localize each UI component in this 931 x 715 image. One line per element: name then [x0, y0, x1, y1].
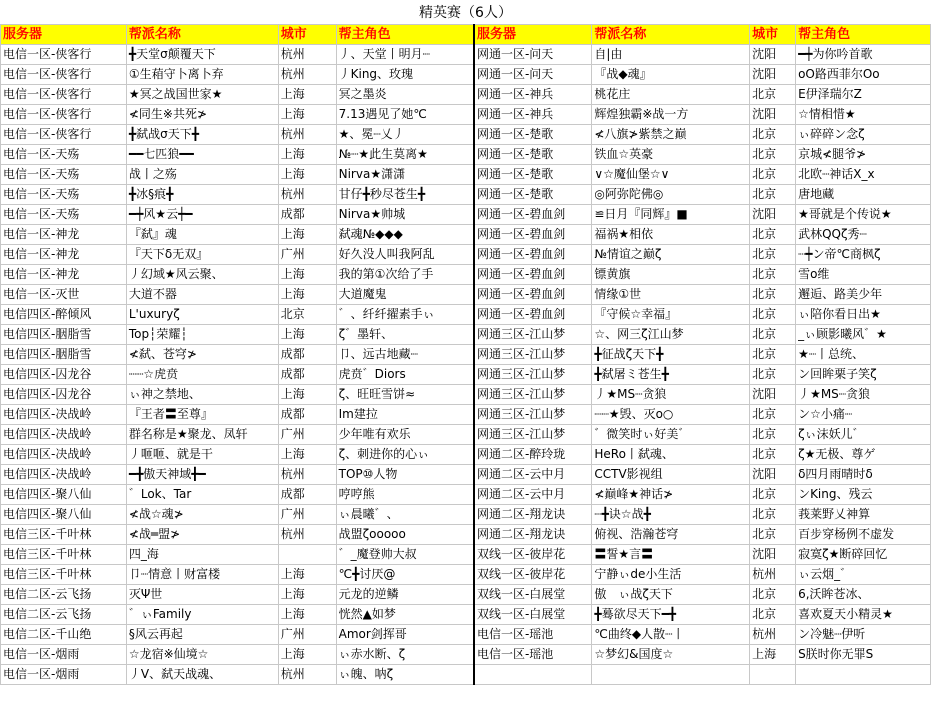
cell-city[interactable]: 杭州 — [278, 65, 336, 85]
cell-city[interactable]: 北京 — [750, 145, 796, 165]
cell-guild-name[interactable]: ◎阿弥陀佛◎ — [592, 185, 750, 205]
cell-server[interactable]: 网通一区-神兵 — [474, 105, 592, 125]
cell-leader[interactable]: 虎贲゛Diors — [336, 365, 474, 385]
cell-guild-name[interactable]: ゛ぃFamily — [126, 605, 278, 625]
cell-leader[interactable]: ぃ陪你看日出★ — [796, 305, 931, 325]
cell-city[interactable]: 上海 — [278, 645, 336, 665]
cell-leader[interactable]: 元龙的逆鳞 — [336, 585, 474, 605]
cell-server[interactable]: 网通二区-云中月 — [474, 485, 592, 505]
cell-city[interactable]: 上海 — [278, 445, 336, 465]
cell-server[interactable]: 电信四区-囚龙谷 — [1, 365, 127, 385]
cell-leader[interactable]: 少年唯有欢乐 — [336, 425, 474, 445]
cell-server[interactable]: 网通一区-碧血剑 — [474, 245, 592, 265]
cell-guild-name[interactable]: ≮战═盟≯ — [126, 525, 278, 545]
cell-leader[interactable]: Nirva★潇潇 — [336, 165, 474, 185]
cell-city[interactable]: 上海 — [278, 385, 336, 405]
cell-guild-name[interactable] — [592, 665, 750, 685]
cell-server[interactable]: 电信一区-天殇 — [1, 145, 127, 165]
cell-leader[interactable]: 卩、远古地藏┈ — [336, 345, 474, 365]
table-row — [1, 305, 931, 325]
cell-city[interactable]: 北京 — [750, 305, 796, 325]
cell-leader[interactable]: 武林QQζ秀┈ — [796, 225, 931, 245]
cell-guild-name[interactable]: ━━七匹狼━━ — [126, 145, 278, 165]
cell-guild-name[interactable]: ≮巅峰★神话≯ — [592, 485, 750, 505]
cell-leader[interactable]: E伊泽瑞尔Z — [796, 85, 931, 105]
cell-guild-name[interactable]: ┈╋诀☆战╋ — [592, 505, 750, 525]
cell-leader[interactable]: ぃ碎碎ン念ζ — [796, 125, 931, 145]
cell-leader[interactable]: ン冷魅┈伊听 — [796, 625, 931, 645]
table-row — [1, 605, 931, 625]
cell-guild-name[interactable]: ∨☆魔仙堡☆∨ — [592, 165, 750, 185]
cell-server[interactable]: 电信四区-胭脂雪 — [1, 325, 127, 345]
cell-leader[interactable]: 丿、天堂丨明月┈ — [336, 45, 474, 65]
cell-guild-name[interactable]: ぃ神之禁地、 — [126, 385, 278, 405]
cell-server[interactable]: 网通三区-江山梦 — [474, 345, 592, 365]
cell-server[interactable]: 网通一区-碧血剑 — [474, 205, 592, 225]
header-server[interactable]: 服务器 — [1, 25, 127, 45]
cell-city[interactable]: 成都 — [278, 405, 336, 425]
cell-city[interactable]: 广州 — [278, 245, 336, 265]
table-row — [1, 405, 931, 425]
cell-city[interactable]: 成都 — [278, 205, 336, 225]
cell-leader[interactable]: 大道魔鬼 — [336, 285, 474, 305]
cell-server[interactable]: 电信四区-聚八仙 — [1, 505, 127, 525]
cell-leader[interactable]: 战盟ζooooo — [336, 525, 474, 545]
table-row — [1, 445, 931, 465]
cell-city[interactable]: 广州 — [278, 505, 336, 525]
cell-leader[interactable]: 6,沃眸苍冰、 — [796, 585, 931, 605]
cell-guild-name[interactable]: ━┿风★云┿━ — [126, 205, 278, 225]
cell-guild-name[interactable]: 俯视、浩瀚苍穹 — [592, 525, 750, 545]
cell-server[interactable]: 电信四区-决战岭 — [1, 425, 127, 445]
table-row — [1, 125, 931, 145]
cell-server[interactable]: 电信一区-侠客行 — [1, 125, 127, 145]
cell-guild-name[interactable]: ╋蓦欲尽天下━╋ — [592, 605, 750, 625]
cell-leader[interactable]: 百步穿杨例不虚发 — [796, 525, 931, 545]
cell-server[interactable]: 电信一区-神龙 — [1, 265, 127, 285]
cell-guild-name[interactable]: 丿★MS┈贪狼 — [592, 385, 750, 405]
table-row — [1, 345, 931, 365]
cell-city[interactable]: 北京 — [750, 485, 796, 505]
table-row — [1, 45, 931, 65]
table-row — [1, 665, 931, 685]
cell-leader[interactable]: ★┈丨总统、 — [796, 345, 931, 365]
cell-server[interactable]: 网通一区-碧血剑 — [474, 305, 592, 325]
cell-city[interactable]: 杭州 — [278, 465, 336, 485]
cell-city[interactable]: 杭州 — [750, 625, 796, 645]
cell-city[interactable]: 沈阳 — [750, 65, 796, 85]
cell-guild-name[interactable]: 镖黄旗 — [592, 265, 750, 285]
cell-guild-name[interactable]: ≮八旗≯紫禁之巅 — [592, 125, 750, 145]
cell-guild-name[interactable]: ╋弑战σ天下╋ — [126, 125, 278, 145]
cell-city[interactable]: 沈阳 — [750, 105, 796, 125]
table-row — [1, 325, 931, 345]
cell-guild-name[interactable]: ①生葙守卜离卜弃 — [126, 65, 278, 85]
cell-server[interactable]: 网通三区-江山梦 — [474, 425, 592, 445]
cell-city[interactable]: 北京 — [750, 525, 796, 545]
cell-leader[interactable]: ぃ晨曦゛、 — [336, 505, 474, 525]
cell-leader[interactable]: ζぃ沫妖儿゛ — [796, 425, 931, 445]
table-row — [1, 145, 931, 165]
cell-server[interactable]: 电信一区-侠客行 — [1, 45, 127, 65]
cell-leader[interactable]: ζ★无极、尊ゲ — [796, 445, 931, 465]
cell-leader[interactable]: Amor剑挥哥 — [336, 625, 474, 645]
table-row — [1, 625, 931, 645]
cell-city[interactable]: 上海 — [750, 645, 796, 665]
cell-guild-name[interactable]: 辉煌独霸※战一方 — [592, 105, 750, 125]
cell-guild-name[interactable]: ≮弑、苍穹≯ — [126, 345, 278, 365]
table-row — [1, 525, 931, 545]
cell-leader[interactable]: 雪o维 — [796, 265, 931, 285]
cell-server[interactable]: 电信四区-胭脂雪 — [1, 345, 127, 365]
cell-city[interactable]: 沈阳 — [750, 545, 796, 565]
cell-city[interactable]: 北京 — [750, 505, 796, 525]
table-row — [1, 585, 931, 605]
table-row — [1, 385, 931, 405]
cell-guild-name[interactable]: L'uxuryζ — [126, 305, 278, 325]
cell-server[interactable]: 电信二区-云飞扬 — [1, 605, 127, 625]
cell-guild-name[interactable]: 情缘①世 — [592, 285, 750, 305]
cell-leader[interactable]: ★、冕┈乂丿 — [336, 125, 474, 145]
cell-guild-name[interactable]: 『弑』魂 — [126, 225, 278, 245]
table-row — [1, 545, 931, 565]
cell-server[interactable]: 电信三区-千叶林 — [1, 545, 127, 565]
cell-city[interactable]: 北京 — [750, 605, 796, 625]
cell-city[interactable]: 上海 — [278, 565, 336, 585]
cell-guild-name[interactable]: 『天下δ无双』 — [126, 245, 278, 265]
cell-server[interactable]: 电信三区-千叶林 — [1, 525, 127, 545]
cell-city[interactable]: 上海 — [278, 85, 336, 105]
cell-guild-name[interactable]: ☆、网三ζ江山梦 — [592, 325, 750, 345]
cell-server[interactable]: 网通一区-楚歌 — [474, 185, 592, 205]
table-row — [1, 365, 931, 385]
cell-city[interactable]: 沈阳 — [750, 45, 796, 65]
cell-server[interactable]: 网通三区-江山梦 — [474, 325, 592, 345]
cell-server[interactable]: 电信一区-瑶池 — [474, 645, 592, 665]
table-row — [1, 85, 931, 105]
cell-guild-name[interactable]: 大道不器 — [126, 285, 278, 305]
cell-server[interactable]: 网通三区-江山梦 — [474, 385, 592, 405]
cell-leader[interactable]: 唐地藏 — [796, 185, 931, 205]
cell-leader[interactable]: ☆情相惜★ — [796, 105, 931, 125]
cell-city[interactable]: 北京 — [750, 325, 796, 345]
cell-city[interactable]: 上海 — [278, 145, 336, 165]
cell-city[interactable]: 杭州 — [278, 665, 336, 685]
cell-leader[interactable]: 北欧┈神话X_x — [796, 165, 931, 185]
cell-leader[interactable]: Nirva★帅城 — [336, 205, 474, 225]
cell-city[interactable]: 成都 — [278, 485, 336, 505]
cell-guild-name[interactable]: ╋征战ζ天下╋ — [592, 345, 750, 365]
cell-server[interactable]: 网通一区-楚歌 — [474, 125, 592, 145]
cell-leader[interactable]: 好久没人叫我阿乱 — [336, 245, 474, 265]
cell-guild-name[interactable]: 〓誓★言〓 — [592, 545, 750, 565]
table-row — [1, 245, 931, 265]
cell-server[interactable]: 电信四区-决战岭 — [1, 445, 127, 465]
table-row — [1, 505, 931, 525]
cell-server[interactable]: 电信一区-烟雨 — [1, 645, 127, 665]
cell-server[interactable]: 电信四区-囚龙谷 — [1, 385, 127, 405]
cell-city[interactable]: 北京 — [750, 165, 796, 185]
cell-guild-name[interactable]: 自|由 — [592, 45, 750, 65]
cell-server[interactable]: 网通一区-碧血剑 — [474, 265, 592, 285]
cell-server[interactable]: 电信一区-烟雨 — [1, 665, 127, 685]
cell-leader[interactable]: 我的第①次给了手 — [336, 265, 474, 285]
cell-server[interactable]: 双线一区-白展堂 — [474, 605, 592, 625]
cell-guild-name[interactable]: ゛Lok、Tar — [126, 485, 278, 505]
cell-city[interactable]: 上海 — [278, 265, 336, 285]
cell-leader[interactable]: 丿★MS┈贪狼 — [796, 385, 931, 405]
cell-city[interactable]: 成都 — [278, 365, 336, 385]
cell-server[interactable]: 网通一区-问天 — [474, 65, 592, 85]
cell-guild-name[interactable]: 铁血☆英豪 — [592, 145, 750, 165]
cell-guild-name[interactable]: 宁静ぃde小生活 — [592, 565, 750, 585]
table-row — [1, 425, 931, 445]
cell-server[interactable]: 电信一区-神龙 — [1, 225, 127, 245]
cell-city[interactable]: 上海 — [278, 165, 336, 185]
table-row — [1, 265, 931, 285]
cell-server[interactable]: 电信一区-侠客行 — [1, 65, 127, 85]
cell-city[interactable]: 北京 — [278, 305, 336, 325]
cell-city[interactable]: 北京 — [750, 445, 796, 465]
cell-leader[interactable]: 7.13遇见了她℃ — [336, 105, 474, 125]
cell-guild-name[interactable]: ━╋傲天神域╋━ — [126, 465, 278, 485]
cell-city[interactable]: 北京 — [750, 85, 796, 105]
header-server[interactable]: 服务器 — [474, 25, 592, 45]
cell-guild-name[interactable]: 丿幻域★风云聚、 — [126, 265, 278, 285]
table-row — [1, 185, 931, 205]
cell-server[interactable]: 电信四区-聚八仙 — [1, 485, 127, 505]
cell-server[interactable]: 双线一区-彼岸花 — [474, 565, 592, 585]
cell-leader[interactable]: 冥之墨炎 — [336, 85, 474, 105]
cell-leader[interactable]: ━┿为你吟首歌 — [796, 45, 931, 65]
table-row — [1, 205, 931, 225]
cell-leader[interactable]: 寂寞ζ★断碎回忆 — [796, 545, 931, 565]
cell-server[interactable]: 网通二区-云中月 — [474, 465, 592, 485]
table-row — [1, 105, 931, 125]
cell-city[interactable]: 沈阳 — [750, 205, 796, 225]
cell-guild-name[interactable]: 丿咂咂、就是干 — [126, 445, 278, 465]
cell-city[interactable]: 北京 — [750, 405, 796, 425]
cell-server[interactable] — [474, 665, 592, 685]
cell-server[interactable]: 电信一区-灭世 — [1, 285, 127, 305]
cell-city[interactable]: 北京 — [750, 125, 796, 145]
cell-leader[interactable]: _ぃ顾影曦风゛★ — [796, 325, 931, 345]
header-guild-name[interactable]: 帮派名称 — [592, 25, 750, 45]
cell-city[interactable]: 北京 — [750, 185, 796, 205]
cell-guild-name[interactable]: 群名称是★聚龙、凤轩 — [126, 425, 278, 445]
cell-city[interactable]: 北京 — [750, 365, 796, 385]
cell-server[interactable]: 电信一区-天殇 — [1, 205, 127, 225]
cell-leader[interactable]: 喜欢夏天小精灵★ — [796, 605, 931, 625]
cell-guild-name[interactable]: 福祸★相依 — [592, 225, 750, 245]
cell-server[interactable]: 网通二区-翔龙诀 — [474, 505, 592, 525]
cell-city[interactable] — [750, 665, 796, 685]
cell-city[interactable]: 北京 — [750, 265, 796, 285]
cell-server[interactable]: 电信一区-天殇 — [1, 165, 127, 185]
cell-server[interactable]: 双线一区-彼岸花 — [474, 545, 592, 565]
cell-server[interactable]: 网通一区-问天 — [474, 45, 592, 65]
cell-guild-name[interactable]: 灭Ψ世 — [126, 585, 278, 605]
cell-guild-name[interactable]: ≮战☆魂≯ — [126, 505, 278, 525]
cell-guild-name[interactable]: ╋天堂σ颠覆天下 — [126, 45, 278, 65]
cell-leader[interactable]: 丿King、玫瑰 — [336, 65, 474, 85]
cell-server[interactable]: 网通三区-江山梦 — [474, 405, 592, 425]
cell-guild-name[interactable]: HeRo丨弑魂、 — [592, 445, 750, 465]
table-row — [1, 465, 931, 485]
cell-leader[interactable]: δ四月雨晴时δ — [796, 465, 931, 485]
cell-server[interactable]: 网通三区-江山梦 — [474, 365, 592, 385]
header-row — [1, 25, 931, 45]
header-city[interactable]: 城市 — [278, 25, 336, 45]
cell-leader[interactable]: ζ゛墨轩、 — [336, 325, 474, 345]
cell-guild-name[interactable]: ゛微笑时ぃ好美゛ — [592, 425, 750, 445]
cell-leader[interactable]: 莪莱野乂神算 — [796, 505, 931, 525]
cell-server[interactable]: 电信一区-瑶池 — [474, 625, 592, 645]
cell-leader[interactable]: Im建拉 — [336, 405, 474, 425]
cell-city[interactable]: 杭州 — [750, 565, 796, 585]
cell-leader[interactable]: ン回眸栗子笑ζ — [796, 365, 931, 385]
cell-server[interactable]: 电信二区-云飞扬 — [1, 585, 127, 605]
cell-server[interactable]: 网通二区-翔龙诀 — [474, 525, 592, 545]
cell-city[interactable]: 上海 — [278, 285, 336, 305]
cell-guild-name[interactable]: ☆龙宿※仙境☆ — [126, 645, 278, 665]
cell-city[interactable]: 北京 — [750, 245, 796, 265]
cell-leader[interactable]: TOP⑩人物 — [336, 465, 474, 485]
cell-leader[interactable]: ℃╋讨厌@ — [336, 565, 474, 585]
cell-guild-name[interactable]: 『王者〓至尊』 — [126, 405, 278, 425]
cell-city[interactable] — [278, 545, 336, 565]
cell-city[interactable]: 上海 — [278, 325, 336, 345]
cell-guild-name[interactable]: 傲 ぃ战ζ天下 — [592, 585, 750, 605]
cell-server[interactable]: 网通一区-神兵 — [474, 85, 592, 105]
cell-leader[interactable] — [796, 665, 931, 685]
cell-server[interactable]: 网通二区-醉玲珑 — [474, 445, 592, 465]
cell-leader[interactable]: 恍然▲如梦 — [336, 605, 474, 625]
cell-city[interactable]: 北京 — [750, 425, 796, 445]
sheet-title: 精英赛（6人） — [0, 0, 931, 25]
cell-leader[interactable]: 京城≮腿爷≯ — [796, 145, 931, 165]
cell-leader[interactable]: oO路西菲尔Oo — [796, 65, 931, 85]
cell-city[interactable]: 上海 — [278, 225, 336, 245]
cell-city[interactable]: 杭州 — [278, 45, 336, 65]
cell-city[interactable]: 广州 — [278, 625, 336, 645]
cell-leader[interactable]: 弑魂№◆◆◆ — [336, 225, 474, 245]
cell-guild-name[interactable]: ★冥之战国世家★ — [126, 85, 278, 105]
cell-server[interactable]: 电信一区-侠客行 — [1, 85, 127, 105]
cell-guild-name[interactable]: ╋冰§痕╋ — [126, 185, 278, 205]
cell-server[interactable]: 电信一区-天殇 — [1, 185, 127, 205]
cell-guild-name[interactable]: CCTV影视组 — [592, 465, 750, 485]
cell-server[interactable]: 电信四区-决战岭 — [1, 405, 127, 425]
table-row — [1, 225, 931, 245]
cell-guild-name[interactable]: 桃花庄 — [592, 85, 750, 105]
cell-guild-name[interactable]: 四_海 — [126, 545, 278, 565]
cell-city[interactable]: 成都 — [278, 345, 336, 365]
cell-server[interactable]: 网通一区-碧血剑 — [474, 285, 592, 305]
cell-leader[interactable]: ぃ云烟_゛ — [796, 565, 931, 585]
cell-city[interactable]: 上海 — [278, 605, 336, 625]
cell-city[interactable]: 上海 — [278, 105, 336, 125]
cell-city[interactable]: 沈阳 — [750, 385, 796, 405]
cell-guild-name[interactable]: 『守候☆幸福』 — [592, 305, 750, 325]
cell-guild-name[interactable]: ≌日月『同辉』■ — [592, 205, 750, 225]
cell-leader[interactable]: ゛_魔登帅大叔 — [336, 545, 474, 565]
cell-city[interactable]: 北京 — [750, 585, 796, 605]
cell-guild-name[interactable]: 战丨之殇 — [126, 165, 278, 185]
cell-guild-name[interactable]: ≮同生※共死≯ — [126, 105, 278, 125]
cell-leader[interactable]: ★哥就是个传说★ — [796, 205, 931, 225]
cell-server[interactable]: 网通一区-楚歌 — [474, 165, 592, 185]
cell-guild-name[interactable]: ┈┈★毁、灭ο○ — [592, 405, 750, 425]
cell-city[interactable]: 北京 — [750, 225, 796, 245]
table-row — [1, 645, 931, 665]
cell-server[interactable]: 网通一区-碧血剑 — [474, 225, 592, 245]
header-leader[interactable]: 帮主角色 — [796, 25, 931, 45]
cell-leader[interactable]: 邂逅、路美少年 — [796, 285, 931, 305]
cell-city[interactable]: 北京 — [750, 345, 796, 365]
cell-leader[interactable]: ぃ赤水断、ζ — [336, 645, 474, 665]
cell-city[interactable]: 杭州 — [278, 525, 336, 545]
cell-guild-name[interactable]: ℃曲终◆人散┈丨 — [592, 625, 750, 645]
cell-guild-name[interactable]: §风云再起 — [126, 625, 278, 645]
table-row — [1, 165, 931, 185]
cell-city[interactable]: 广州 — [278, 425, 336, 445]
header-city[interactable]: 城市 — [750, 25, 796, 45]
cell-leader[interactable]: S朕时你无罪S — [796, 645, 931, 665]
cell-guild-name[interactable]: ╋弑屠ミ苍生╋ — [592, 365, 750, 385]
cell-server[interactable]: 电信四区-醉倾风 — [1, 305, 127, 325]
guild-table — [0, 24, 931, 685]
cell-guild-name[interactable]: 卩┈情意丨财富楼 — [126, 565, 278, 585]
cell-server[interactable]: 双线一区-白展堂 — [474, 585, 592, 605]
cell-leader[interactable]: ぃ魄、呐ζ — [336, 665, 474, 685]
cell-city[interactable]: 沈阳 — [750, 465, 796, 485]
cell-server[interactable]: 电信四区-决战岭 — [1, 465, 127, 485]
cell-leader[interactable]: 哼哼熊 — [336, 485, 474, 505]
cell-server[interactable]: 电信二区-千山绝 — [1, 625, 127, 645]
table-row — [1, 285, 931, 305]
header-guild-name[interactable]: 帮派名称 — [126, 25, 278, 45]
cell-leader[interactable]: ζ、刺进你的心ぃ — [336, 445, 474, 465]
header-leader[interactable]: 帮主角色 — [336, 25, 474, 45]
cell-leader[interactable]: ゛、纤纤擢素手ぃ — [336, 305, 474, 325]
table-row — [1, 565, 931, 585]
cell-server[interactable]: 网通一区-楚歌 — [474, 145, 592, 165]
cell-guild-name[interactable]: Top┆荣耀┆ — [126, 325, 278, 345]
table-row — [1, 65, 931, 85]
cell-leader[interactable]: ┈┿ン帝℃商枫ζ — [796, 245, 931, 265]
cell-city[interactable]: 杭州 — [278, 185, 336, 205]
cell-city[interactable]: 上海 — [278, 585, 336, 605]
cell-leader[interactable]: 甘仔╋秒尽苍生╋ — [336, 185, 474, 205]
cell-server[interactable]: 电信一区-侠客行 — [1, 105, 127, 125]
cell-leader[interactable]: ンKing、残云 — [796, 485, 931, 505]
cell-guild-name[interactable]: 丿V、弑天战魂、 — [126, 665, 278, 685]
cell-leader[interactable]: ン☆小痛┈ — [796, 405, 931, 425]
cell-city[interactable]: 北京 — [750, 285, 796, 305]
cell-guild-name[interactable]: 『战◆魂』 — [592, 65, 750, 85]
cell-city[interactable]: 杭州 — [278, 125, 336, 145]
table-row — [1, 485, 931, 505]
cell-server[interactable]: 电信一区-神龙 — [1, 245, 127, 265]
cell-leader[interactable]: №┈★此生莫离★ — [336, 145, 474, 165]
cell-guild-name[interactable]: ☆梦幻&国度☆ — [592, 645, 750, 665]
cell-leader[interactable]: ζ、旺旺雪饼≈ — [336, 385, 474, 405]
cell-guild-name[interactable]: ┈┈☆虎贲 — [126, 365, 278, 385]
cell-server[interactable]: 电信三区-千叶林 — [1, 565, 127, 585]
cell-guild-name[interactable]: №情谊之巅ζ — [592, 245, 750, 265]
